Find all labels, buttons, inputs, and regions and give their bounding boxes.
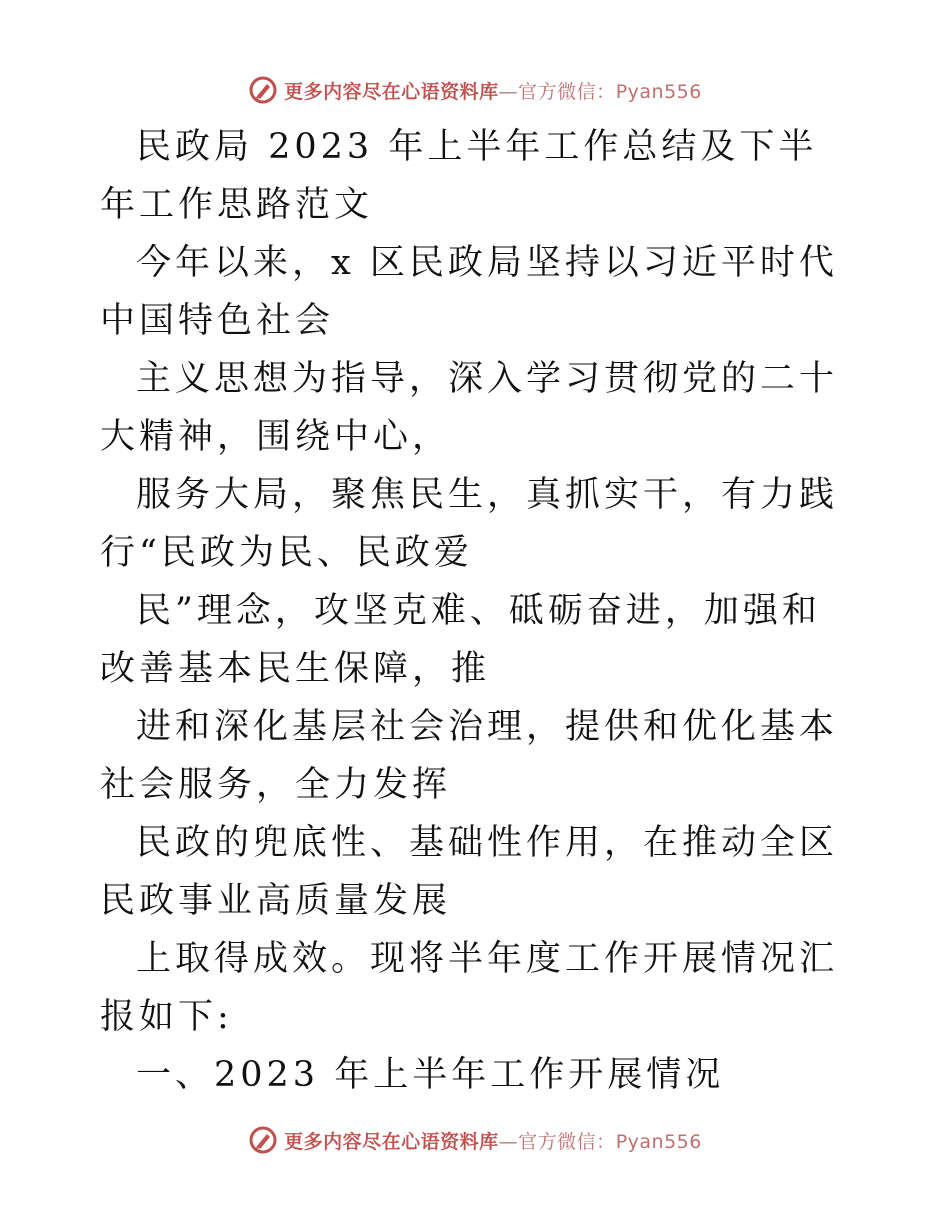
watermark-separator: — xyxy=(498,80,519,103)
pen-circle-logo-icon xyxy=(248,75,278,105)
pen-circle-logo-icon xyxy=(248,1125,278,1155)
paragraph: 今年以来，x 区民政局坚持以习近平时代中国特色社会 xyxy=(100,243,838,341)
document-title: 民政局 2023 年上半年工作总结及下半年工作思路范文 xyxy=(100,127,818,225)
paragraph: 民政的兜底性、基础性作用，在推动全区民政事业高质量发展 xyxy=(100,823,839,921)
footer-watermark xyxy=(0,1120,950,1160)
watermark-text xyxy=(284,77,702,104)
watermark-main-text: 更多内容尽在心语资料库 xyxy=(284,80,499,103)
watermark-wechat-label: 官方微信： xyxy=(518,1130,616,1153)
watermark-wechat-id: Pyan556 xyxy=(615,1130,702,1153)
document-body xyxy=(100,118,855,1104)
watermark-separator: — xyxy=(498,1130,519,1153)
watermark-wechat-label: 官方微信： xyxy=(518,80,616,103)
paragraph: 主义思想为指导，深入学习贯彻党的二十大精神，围绕中心， xyxy=(100,359,839,457)
paragraph: 上取得成效。现将半年度工作开展情况汇报如下: xyxy=(100,939,839,1037)
paragraph: 服务大局，聚焦民生，真抓实干，有力践行“民政为民、民政爱 xyxy=(100,475,839,573)
section-heading: 一、2023 年上半年工作开展情况 xyxy=(136,1055,725,1095)
paragraph: 民”理念，攻坚克难、砥砺奋进，加强和改善基本民生保障，推 xyxy=(100,591,821,689)
header-watermark xyxy=(0,70,950,110)
watermark-main-text: 更多内容尽在心语资料库 xyxy=(284,1130,499,1153)
watermark-wechat-id: Pyan556 xyxy=(615,80,702,103)
paragraph: 进和深化基层社会治理，提供和优化基本社会服务，全力发挥 xyxy=(100,707,839,805)
watermark-text xyxy=(284,1127,702,1154)
